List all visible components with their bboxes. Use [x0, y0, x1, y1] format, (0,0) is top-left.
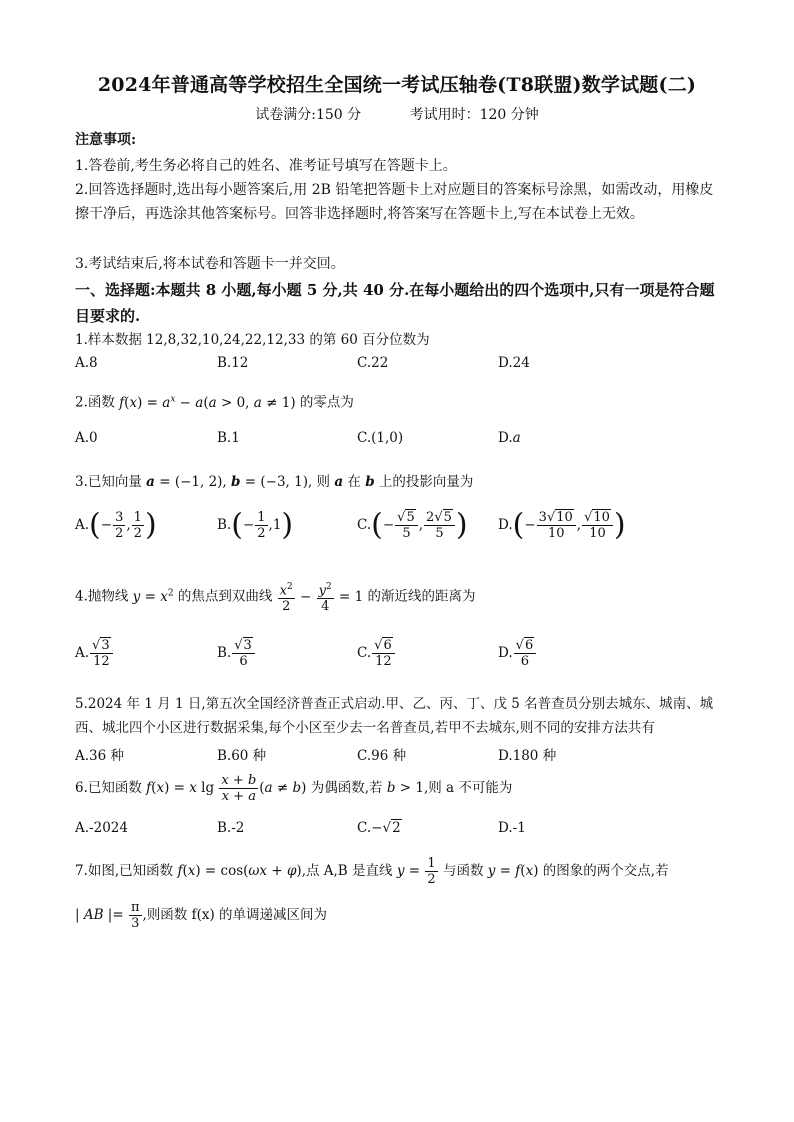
q2-d-label: D. — [498, 430, 513, 446]
q2-option-d — [498, 430, 521, 446]
q4-option-c: C. $\frac{√6}{12}$ — [357, 638, 396, 669]
question-7-line-2 — [75, 900, 735, 931]
q7-ab-length: | AB |= $\frac{\pi}{3}$ — [75, 900, 140, 931]
notice-item-1: 1.答卷前,考生务必将自己的姓名、准考证号填写在答题卡上。 — [75, 158, 457, 174]
q4-pre: 4.抛物线 — [75, 588, 133, 605]
full-score: 试卷满分:150 分 — [255, 107, 362, 123]
q5-option-d: D.180 种 — [498, 748, 557, 764]
q4-post: 的渐近线的距离为 — [363, 588, 476, 605]
q6-option-d: D.-1 — [498, 820, 526, 836]
q6-condition: b > 1 — [386, 780, 424, 796]
q5-option-c: C.96 种 — [357, 748, 407, 764]
notice-item-2: 2.回答选择题时,选出每小题答案后,用 2B 铅笔把答题卡上对应题目的答案标号涂黑，如需改动，用橡皮擦干净后，再选涂其他答案标号。回答非选择题时,将答案写在答题卡上,写在本试卷上无效。 — [75, 182, 714, 222]
question-4-options — [75, 638, 735, 684]
q3-option-b: B.(− $\frac{1}{2}$ ,1) — [217, 507, 294, 543]
q1-option-d: D.24 — [498, 355, 530, 371]
q1-option-a: A.8 — [75, 355, 98, 371]
q6-option-a: A.-2024 — [75, 820, 128, 836]
question-5-stem: 5.2024 年 1 月 1 日,第五次全国经济普查正式启动.甲、乙、丙、丁、戊 5 名普查员分别去城东、城南、城西、城北四个小区进行数据采集,每个小区至少去一名普查员,若甲不去城东,则不同的安排方法共有 — [75, 696, 714, 736]
exam-meta — [0, 104, 794, 124]
exam-time: 考试用时：120 分钟 — [409, 107, 539, 123]
q3-option-a: A.(− $\frac{3}{2}$ , $\frac{1}{2}$ ) — [75, 507, 157, 543]
q3-vec-b: b — [365, 474, 375, 490]
q3-post: 上的投影向量为 — [374, 474, 474, 490]
q4-option-d: D. $\frac{√6}{6}$ — [498, 638, 537, 669]
section-heading: 一、选择题:本题共 8 小题,每小题 5 分,共 40 分.在每小题给出的四个选项中,只有一项是符合题目要求的. — [75, 281, 715, 325]
q2-formula: $f(x) = a^x - a(a > 0$, a ≠ 1) — [119, 394, 296, 411]
question-3-stem — [75, 471, 735, 493]
q7-function: f(x) = cos(ωx + φ) — [177, 863, 302, 879]
q2-post: 的零点为 — [295, 394, 354, 411]
q3-option-c: C.(− $\frac{√5}{5}$ , $\frac{2√5}{5}$ ) — [357, 507, 468, 543]
q7-post: 的图象的两个交点,若 — [538, 863, 669, 879]
question-4-stem — [75, 580, 735, 614]
q7-mid: ,点 A,B 是直线 — [301, 863, 397, 879]
q7-mid2: 与函数 — [438, 863, 488, 879]
question-2-stem — [75, 388, 735, 414]
q1-option-b: B.12 — [217, 355, 249, 371]
question-6-stem — [75, 773, 735, 804]
question-1-options — [75, 355, 735, 383]
q6-pre: 6.已知函数 — [75, 780, 147, 796]
q3-option-d: D.(− $\frac{3√10}{10}$ , $\frac{√10}{10}$ ) — [498, 507, 626, 543]
q7-line: y = $\frac{1}{2}$ — [396, 856, 436, 887]
notice-item-3: 3.考试结束后,将本试卷和答题卡一并交回。 — [75, 256, 345, 272]
q6-option-b: B.-2 — [217, 820, 245, 836]
q6-option-c: C.−√2 — [357, 820, 401, 836]
q6-c-label: C. — [357, 820, 372, 836]
q7-line2-post: ,则函数 f(x) 的单调递减区间为 — [142, 907, 328, 923]
q7-pre: 7.如图,已知函数 — [75, 863, 178, 879]
q6-post: ,则 a 不可能为 — [423, 780, 513, 796]
q2-option-b: B.1 — [217, 430, 240, 446]
q4-mid: 的焦点到双曲线 — [173, 588, 277, 605]
q3-pre: 3.已知向量 — [75, 474, 147, 490]
question-6-options — [75, 820, 735, 848]
question-5-options — [75, 744, 735, 772]
q6-mid: 为偶函数,若 — [306, 780, 387, 796]
exam-title: 2024年普通高等学校招生全国统一考试压轴卷(T8联盟)数学试题(二) — [97, 74, 697, 96]
q2-option-c: C.(1,0) — [357, 430, 404, 446]
q5-option-b: B.60 种 — [217, 748, 267, 764]
q7-function-2: y = f(x) — [487, 863, 539, 879]
q2-pre: 2.函数 — [75, 394, 120, 411]
question-1-stem: 1.样本数据 12,8,32,10,24,22,12,33 的第 60 百分位数为 — [75, 332, 430, 348]
q4-hyperbola: $\frac{x^2}{2}$ − $\frac{y^2}{4}$ = 1 — [279, 582, 364, 615]
q3-formula: a = (−1, 2), b = (−3, 1), 则 a — [146, 474, 344, 490]
question-7-stem — [75, 856, 735, 887]
q4-option-b: B. $\frac{√3}{6}$ — [217, 638, 256, 669]
q4-parabola: $y = x^2$ — [132, 588, 174, 605]
question-3-options — [75, 507, 735, 556]
notice-heading: 注意事项: — [75, 132, 137, 148]
q5-option-a: A.36 种 — [75, 748, 125, 764]
q2-d-value: a — [512, 430, 521, 446]
question-2-options — [75, 430, 735, 458]
q2-option-a: A.0 — [75, 430, 98, 446]
q1-option-c: C.22 — [357, 355, 389, 371]
q6-formula: f(x) = x lg $\frac{x + b}{x + a}$ (a ≠ b) — [146, 773, 307, 804]
q3-mid: 在 — [343, 474, 366, 490]
q4-option-a: A. $\frac{√3}{12}$ — [75, 638, 114, 669]
